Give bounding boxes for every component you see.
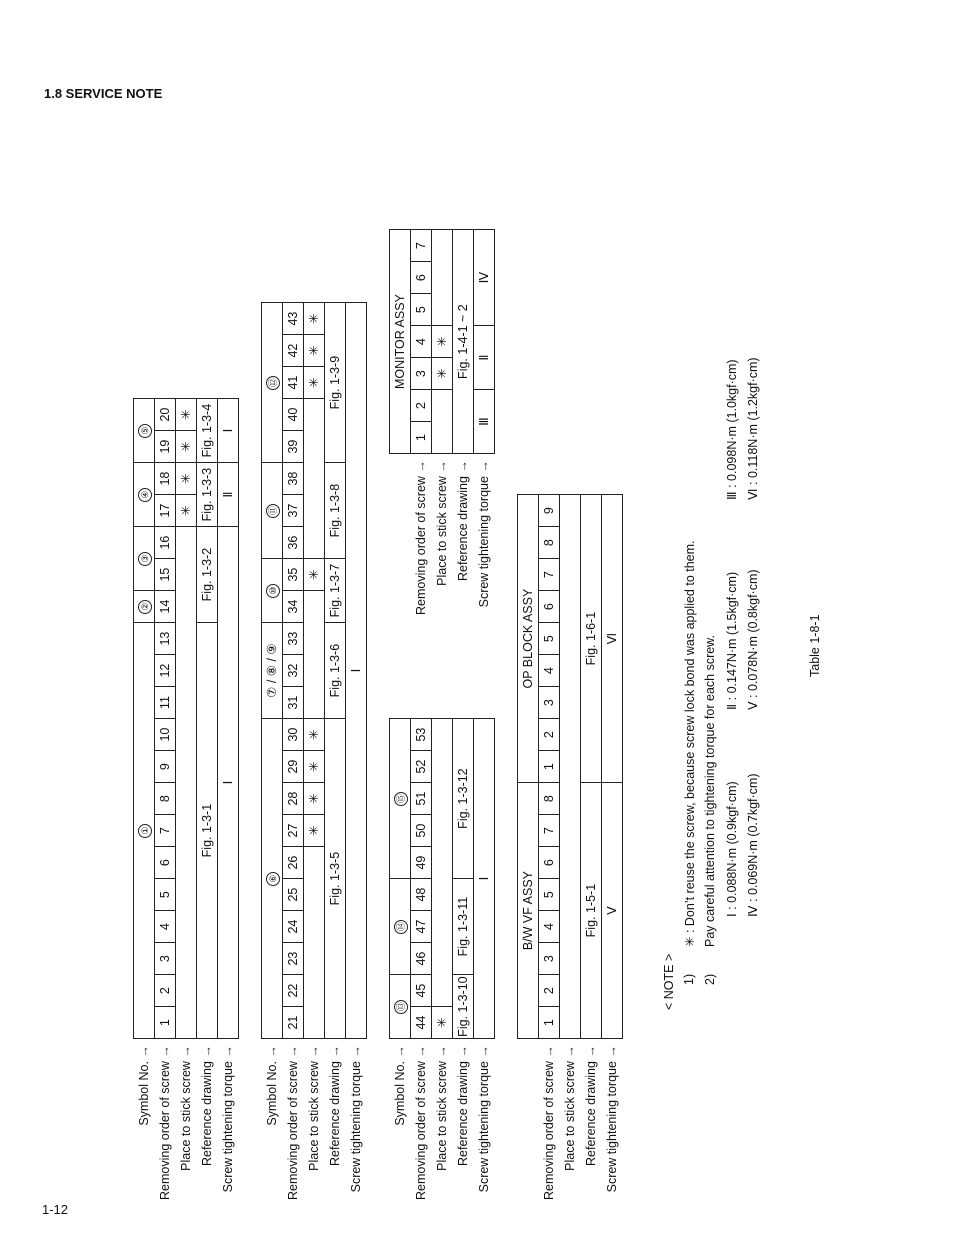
ref-cell: Fig. 1-3-1: [197, 623, 218, 1039]
order-cell: 2: [539, 975, 560, 1007]
order-cell: 6: [539, 591, 560, 623]
order-cell: 11: [155, 687, 176, 719]
row-label-stick: Place to stick screw →: [179, 1045, 193, 1171]
order-cell: 10: [155, 719, 176, 751]
ref-cell: Fig. 1-5-1: [581, 783, 602, 1039]
row-label-order: Removing order of screw →: [286, 1045, 300, 1200]
order-cell: 2: [155, 975, 176, 1007]
star-cell: ✳: [304, 335, 325, 367]
order-cell: 39: [283, 431, 304, 463]
stick-cell: [176, 527, 197, 1039]
star-cell: ✳: [432, 326, 453, 358]
symbol-cell: [390, 975, 411, 1039]
row-label-empty: [390, 454, 411, 615]
star-cell: ✳: [304, 367, 325, 399]
symbol-marker: ①: [138, 824, 152, 838]
order-cell: 1: [539, 1007, 560, 1039]
symbol-cell: [134, 527, 155, 591]
symbol-marker: ⑭: [394, 920, 408, 934]
symbol-marker: ④: [138, 488, 152, 502]
symbol-marker: ⑤: [138, 424, 152, 438]
symbol-marker: ⑮: [394, 792, 408, 806]
ref-cell: Fig. 1-3-12: [453, 719, 474, 879]
note-1-text: ✳ : Don’t reuse the screw, because screw lock bond was applied to them.: [683, 540, 697, 947]
order-cell: 26: [283, 847, 304, 879]
order-cell: 50: [411, 815, 432, 847]
order-cell: 12: [155, 655, 176, 687]
order-cell: 15: [155, 559, 176, 591]
symbol-marker: ③: [138, 552, 152, 566]
order-cell: 24: [283, 911, 304, 943]
ref-cell: Fig. 1-3-2: [197, 527, 218, 623]
order-cell: 32: [283, 655, 304, 687]
order-cell: 6: [411, 262, 432, 294]
order-cell: 5: [539, 879, 560, 911]
table-symbols-13-15: [389, 718, 495, 1200]
order-cell: 45: [411, 975, 432, 1007]
table-title: B/W VF ASSY: [518, 783, 539, 1039]
torque-cell: Ⅰ: [218, 399, 239, 463]
ref-cell: Fig. 1-3-9: [325, 303, 346, 463]
torque-cell: Ⅰ: [346, 303, 367, 1039]
symbol-cell: [134, 463, 155, 527]
order-cell: 3: [539, 687, 560, 719]
note-title: < NOTE >: [662, 953, 676, 1010]
star-cell: ✳: [176, 463, 197, 495]
order-cell: 17: [155, 495, 176, 527]
order-cell: 8: [155, 783, 176, 815]
star-cell: ✳: [176, 399, 197, 431]
torque-cell: Ⅴ: [602, 783, 623, 1039]
order-cell: 7: [539, 815, 560, 847]
row-label-symbol: Symbol No. →: [393, 1045, 407, 1126]
order-cell: 33: [283, 623, 304, 655]
order-cell: 7: [155, 815, 176, 847]
table-monitor-assy: [389, 229, 495, 615]
order-cell: 5: [411, 294, 432, 326]
note-2-text: Pay careful attention to tightening torque for each screw.: [703, 635, 717, 947]
order-cell: 1: [411, 422, 432, 454]
symbol-marker: ⑬: [394, 1000, 408, 1014]
symbol-cell: [262, 303, 283, 463]
stick-cell: [304, 847, 325, 1039]
order-cell: 27: [283, 815, 304, 847]
torque-cell: Ⅳ: [474, 230, 495, 326]
stick-cell: [432, 230, 453, 326]
row-label-empty: [518, 1039, 539, 1200]
row-label-stick: Place to stick screw →: [307, 1045, 321, 1171]
order-cell: 3: [411, 358, 432, 390]
order-cell: 38: [283, 463, 304, 495]
note-2-number: 2): [703, 973, 717, 985]
table-symbols-1-5: [133, 398, 239, 1200]
order-cell: 49: [411, 847, 432, 879]
row-label-order: Removing order of screw →: [158, 1045, 172, 1200]
row-label-torque: Screw tightening torque →: [477, 1045, 491, 1193]
symbol-marker: ⑪: [266, 504, 280, 518]
order-cell: 46: [411, 943, 432, 975]
star-cell: ✳: [304, 783, 325, 815]
symbol-marker: ②: [138, 600, 152, 614]
torque-legend-5: Ⅴ : 0.078N·m (0.8kgf·cm): [746, 569, 760, 710]
symbol-marker: ⑥: [266, 872, 280, 886]
order-cell: 21: [283, 1007, 304, 1039]
order-cell: 4: [539, 911, 560, 943]
table-symbols-6-12: [261, 302, 367, 1200]
order-cell: 16: [155, 527, 176, 559]
star-cell: ✳: [304, 719, 325, 751]
order-cell: 4: [539, 655, 560, 687]
order-cell: 22: [283, 975, 304, 1007]
torque-legend-6: Ⅵ : 0.118N·m (1.2kgf·cm): [746, 357, 760, 500]
order-cell: 40: [283, 399, 304, 431]
torque-legend-4: Ⅳ : 0.069N·m (0.7kgf·cm): [746, 773, 760, 917]
torque-cell: Ⅱ: [218, 463, 239, 527]
row-label-stick: Place to stick screw →: [435, 1045, 449, 1171]
ref-cell: Fig. 1-3-6: [325, 623, 346, 719]
row-label-ref: Reference drawing →: [456, 1045, 470, 1166]
ref-cell: Fig. 1-3-8: [325, 463, 346, 559]
table-title: MONITOR ASSY: [390, 230, 411, 454]
order-cell: 41: [283, 367, 304, 399]
order-cell: 25: [283, 879, 304, 911]
order-cell: 42: [283, 335, 304, 367]
stick-cell: [432, 719, 453, 1007]
row-label-stick: Place to stick screw →: [563, 1045, 577, 1171]
symbol-cell: [134, 623, 155, 1039]
order-cell: 9: [155, 751, 176, 783]
row-label-ref: Reference drawing →: [456, 460, 470, 581]
section-heading: 1.8 SERVICE NOTE: [44, 86, 163, 101]
order-cell: 28: [283, 783, 304, 815]
order-cell: 36: [283, 527, 304, 559]
table-bwvf-opblock: [517, 494, 623, 1200]
row-label-symbol: Symbol No. →: [265, 1045, 279, 1126]
ref-cell: Fig. 1-3-5: [325, 719, 346, 1039]
order-cell: 51: [411, 783, 432, 815]
row-label-order: Removing order of screw →: [414, 460, 428, 615]
order-cell: 29: [283, 751, 304, 783]
row-label-stick: Place to stick screw →: [435, 460, 449, 586]
order-cell: 13: [155, 623, 176, 655]
order-cell: 37: [283, 495, 304, 527]
order-cell: 3: [155, 943, 176, 975]
order-cell: 30: [283, 719, 304, 751]
order-cell: 1: [539, 751, 560, 783]
order-cell: 4: [155, 911, 176, 943]
order-cell: 2: [539, 719, 560, 751]
order-cell: 8: [539, 783, 560, 815]
order-cell: 1: [155, 1007, 176, 1039]
row-label-torque: Screw tightening torque →: [221, 1045, 235, 1193]
ref-cell: Fig. 1-3-4: [197, 399, 218, 463]
order-cell: 19: [155, 431, 176, 463]
table-title: OP BLOCK ASSY: [518, 495, 539, 783]
symbol-cell: [262, 559, 283, 623]
row-label-ref: Reference drawing →: [584, 1045, 598, 1166]
order-cell: 20: [155, 399, 176, 431]
star-cell: ✳: [176, 495, 197, 527]
ref-cell: Fig. 1-4-1 ~ 2: [453, 230, 474, 454]
order-cell: 47: [411, 911, 432, 943]
order-cell: 23: [283, 943, 304, 975]
stick-cell: [560, 495, 581, 1039]
order-cell: 5: [539, 623, 560, 655]
order-cell: 48: [411, 879, 432, 911]
order-cell: 18: [155, 463, 176, 495]
row-label-order: Removing order of screw →: [542, 1045, 556, 1200]
row-label-torque: Screw tightening torque →: [477, 460, 491, 608]
ref-cell: Fig. 1-3-10: [453, 975, 474, 1039]
row-label-ref: Reference drawing →: [328, 1045, 342, 1166]
stick-cell: [304, 591, 325, 719]
torque-legend-2: Ⅱ : 0.147N·m (1.5kgf·cm): [725, 571, 739, 710]
symbol-cell: [134, 591, 155, 623]
symbol-cell: [262, 719, 283, 1039]
order-cell: 5: [155, 879, 176, 911]
order-cell: 52: [411, 751, 432, 783]
symbol-cell: [134, 399, 155, 463]
order-cell: 6: [155, 847, 176, 879]
torque-cell: Ⅲ: [474, 390, 495, 454]
page-number: 1-12: [42, 1202, 69, 1217]
torque-cell: Ⅵ: [602, 495, 623, 783]
symbol-cell: [390, 719, 411, 879]
order-cell: 43: [283, 303, 304, 335]
order-cell: 9: [539, 495, 560, 527]
row-label-torque: Screw tightening torque →: [349, 1045, 363, 1193]
stick-cell: [304, 399, 325, 559]
order-cell: 7: [539, 559, 560, 591]
symbol-cell: [390, 879, 411, 975]
row-label-order: Removing order of screw →: [414, 1045, 428, 1200]
table-caption: Table 1-8-1: [808, 614, 822, 677]
torque-cell: Ⅱ: [474, 326, 495, 390]
ref-cell: Fig. 1-3-3: [197, 463, 218, 527]
order-cell: 7: [411, 230, 432, 262]
order-cell: 53: [411, 719, 432, 751]
order-cell: 34: [283, 591, 304, 623]
symbol-cell: ⑦ / ⑧ / ⑨: [262, 623, 283, 719]
torque-cell: Ⅰ: [218, 527, 239, 1039]
order-cell: 3: [539, 943, 560, 975]
star-cell: ✳: [304, 815, 325, 847]
order-cell: 4: [411, 326, 432, 358]
order-cell: 35: [283, 559, 304, 591]
order-cell: 6: [539, 847, 560, 879]
ref-cell: Fig. 1-6-1: [581, 495, 602, 783]
symbol-marker: ⑫: [266, 376, 280, 390]
symbol-marker: ⑩: [266, 584, 280, 598]
order-cell: 31: [283, 687, 304, 719]
star-cell: ✳: [304, 303, 325, 335]
star-cell: ✳: [304, 751, 325, 783]
torque-cell: Ⅰ: [474, 719, 495, 1039]
row-label-ref: Reference drawing →: [200, 1045, 214, 1166]
ref-cell: Fig. 1-3-7: [325, 559, 346, 623]
order-cell: 8: [539, 527, 560, 559]
ref-cell: Fig. 1-3-11: [453, 879, 474, 975]
stick-cell: [432, 390, 453, 454]
row-label-symbol: Symbol No. →: [137, 1045, 151, 1126]
symbol-cell: [262, 463, 283, 559]
star-cell: ✳: [432, 1007, 453, 1039]
order-cell: 44: [411, 1007, 432, 1039]
star-cell: ✳: [432, 358, 453, 390]
order-cell: 2: [411, 390, 432, 422]
order-cell: 14: [155, 591, 176, 623]
star-cell: ✳: [176, 431, 197, 463]
torque-legend-1: Ⅰ : 0.088N·m (0.9kgf·cm): [725, 781, 739, 917]
torque-legend-3: Ⅲ : 0.098N·m (1.0kgf·cm): [725, 359, 739, 500]
note-1-number: 1): [682, 973, 696, 985]
star-cell: ✳: [304, 559, 325, 591]
row-label-torque: Screw tightening torque →: [605, 1045, 619, 1193]
